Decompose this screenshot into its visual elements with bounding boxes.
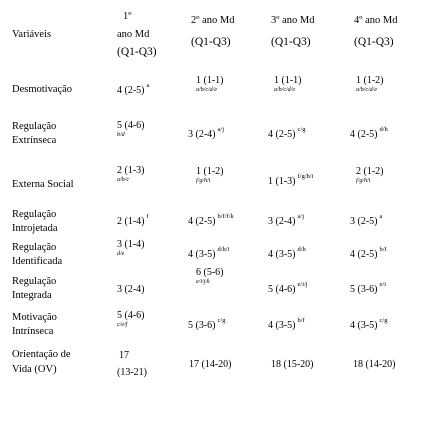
row-label-line2: Identificada	[12, 256, 63, 267]
row-label-line2: Introjetada	[12, 223, 58, 234]
cell-year3: 4 (2-5) $^{c/g}$	[268, 126, 306, 140]
cell-year1: 4 (2-5) $^a$	[117, 82, 150, 96]
cell-year1: 2 (1-3) a/b/c	[117, 165, 145, 183]
cell-year3: 1 (1-1) a/b/c/d/e	[274, 75, 302, 93]
cell-year2: 5 (3-6) $^{c/g}$	[188, 317, 226, 331]
header-year1-line3: (Q1-Q3)	[117, 46, 157, 58]
header-year1-line2: ano Md	[117, 29, 150, 40]
cell-year1: 5 (4-6) c/e/f	[117, 310, 145, 328]
cell-year2: 1 (1-2) f/g/h/i	[196, 166, 224, 184]
row-label: Regulação	[12, 242, 57, 253]
cell-year2: 4 (3-5) $^{d/h/i}$	[188, 246, 230, 260]
row-label: Motivação	[12, 312, 57, 323]
row-label: Regulação	[12, 121, 57, 132]
header-year4-line2: (Q1-Q3)	[354, 36, 394, 48]
row-label-line2: Vida (OV)	[12, 364, 57, 375]
row-label-line2: Extrínseca	[12, 135, 57, 146]
cell-year3: 5 (4-6) $^{e/i/j}$	[268, 281, 308, 295]
cell-year3: 3 (2-4) $^{a/j}$	[268, 213, 304, 227]
header-variables: Variáveis	[12, 29, 52, 40]
row-label: Desmotivação	[12, 84, 73, 95]
cell-year3: 4 (3-5) $^{b/f}$	[268, 317, 305, 331]
cell-year4: 5 (3-6) $^{e/i}$	[350, 281, 386, 295]
cell-year2: 4 (2-5) $^{b/f/f/k}$	[188, 213, 234, 227]
cell-year1-line2: (13-21)	[117, 367, 147, 378]
header-year3-line1: 3º ano Md	[271, 15, 315, 26]
row-label: Regulação	[12, 209, 57, 220]
cell-year1: 3 (1-4) d/e	[117, 239, 145, 257]
cell-year4: 18 (14-20)	[353, 359, 396, 370]
cell-year4: 1 (1-2) a/b/c/d/e	[356, 75, 384, 93]
row-label: Orientação de	[12, 349, 71, 360]
cell-year2: 17 (14-20)	[189, 359, 232, 370]
cell-year2: 3 (2-4) $^{a/j}$	[188, 126, 224, 140]
row-label: Regulação	[12, 276, 57, 287]
header-year4-line1: 4º ano Md	[354, 15, 398, 26]
cell-year4: 3 (2-5) $^a$	[350, 213, 383, 227]
cell-year3: 18 (15-20)	[271, 359, 314, 370]
cell-year4: 4 (3-5) $^{c/g}$	[350, 317, 388, 331]
cell-year2: 1 (1-1) a/b/c/d/e	[196, 75, 224, 93]
cell-year1: 5 (4-6) b/d	[117, 120, 145, 138]
cell-year4: 2 (1-2) f/g/h/i	[356, 166, 384, 184]
header-year2-line1: 2º ano Md	[191, 15, 235, 26]
cell-year4: 4 (2-5) $^{d/h}$	[350, 126, 388, 140]
row-label: Externa Social	[12, 179, 74, 190]
cell-year3: 1 (1-3) $^{f/g/h/i}$	[268, 173, 314, 187]
header-year2-line2: (Q1-Q3)	[191, 36, 231, 48]
header-year3-line2: (Q1-Q3)	[271, 36, 311, 48]
cell-year3: 4 (3-5) $^{d/h}$	[268, 246, 306, 260]
cell-year1: 2 (1-4) $^f$	[117, 213, 149, 227]
header-year1-line1: 1º	[123, 11, 132, 22]
cell-year1: 3 (2-4)	[117, 284, 145, 295]
cell-year4: 4 (2-5) $^{b/f}$	[350, 246, 387, 260]
cell-year1: 17	[119, 350, 129, 361]
row-label-line2: Intrínseca	[12, 326, 54, 337]
cell-year2: 6 (5-6) e/i/j/k	[196, 267, 224, 285]
row-label-line2: Integrada	[12, 290, 52, 301]
